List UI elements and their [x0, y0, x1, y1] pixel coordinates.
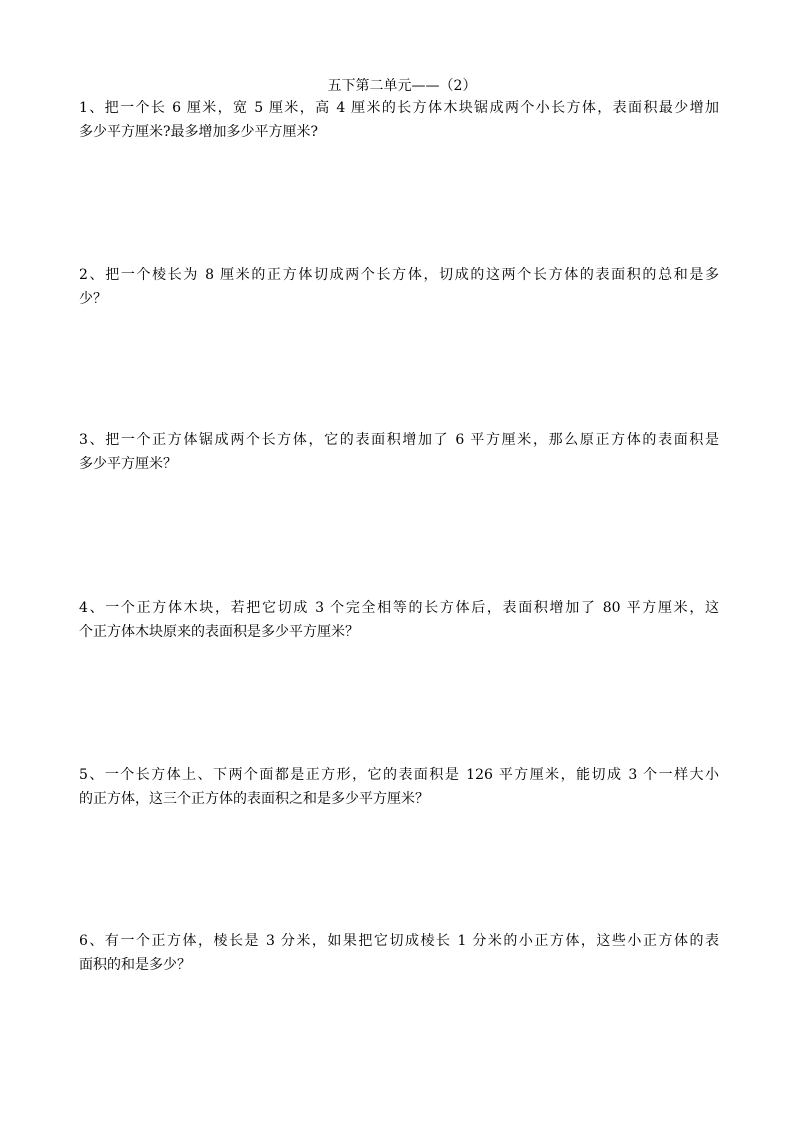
question-3-line-1: 3、把一个正方体锯成两个长方体，它的表面积增加了 6 平方厘米，那么原正方体的表面积是 [79, 432, 719, 448]
question-1 [79, 96, 719, 144]
question-5-line-2: 的正方体，这三个正方体的表面积之和是多少平方厘米？ [79, 791, 429, 807]
question-2 [79, 263, 719, 311]
question-1-line-2: 多少平方厘米?最多增加多少平方厘米? [79, 124, 319, 140]
question-6 [79, 929, 719, 977]
page-title: 五下第二单元——（2） [327, 78, 477, 94]
question-5 [79, 763, 719, 811]
question-3 [79, 428, 719, 476]
question-4-line-2: 个正方体木块原来的表面积是多少平方厘米？ [79, 624, 359, 640]
question-6-line-1: 6、有一个正方体，棱长是 3 分米，如果把它切成棱长 1 分米的小正方体，这些小正方体的表 [79, 933, 719, 949]
question-3-line-2: 多少平方厘米？ [79, 456, 177, 472]
question-2-line-2: 少？ [79, 291, 107, 307]
question-5-line-1: 5、一个长方体上、下两个面都是正方形，它的表面积是 126 平方厘米，能切成 3 个一样大小 [79, 767, 719, 783]
question-4 [79, 596, 719, 644]
question-1-line-1: 1、把一个长 6 厘米，宽 5 厘米，高 4 厘米的长方体木块锯成两个小长方体，表面积最少增加 [79, 100, 719, 116]
question-4-line-1: 4、一个正方体木块，若把它切成 3 个完全相等的长方体后，表面积增加了 80 平方厘米，这 [79, 600, 719, 616]
question-6-line-2: 面积的和是多少？ [79, 957, 191, 973]
question-2-line-1: 2、把一个棱长为 8 厘米的正方体切成两个长方体，切成的这两个长方体的表面积的总和是多 [79, 267, 719, 283]
